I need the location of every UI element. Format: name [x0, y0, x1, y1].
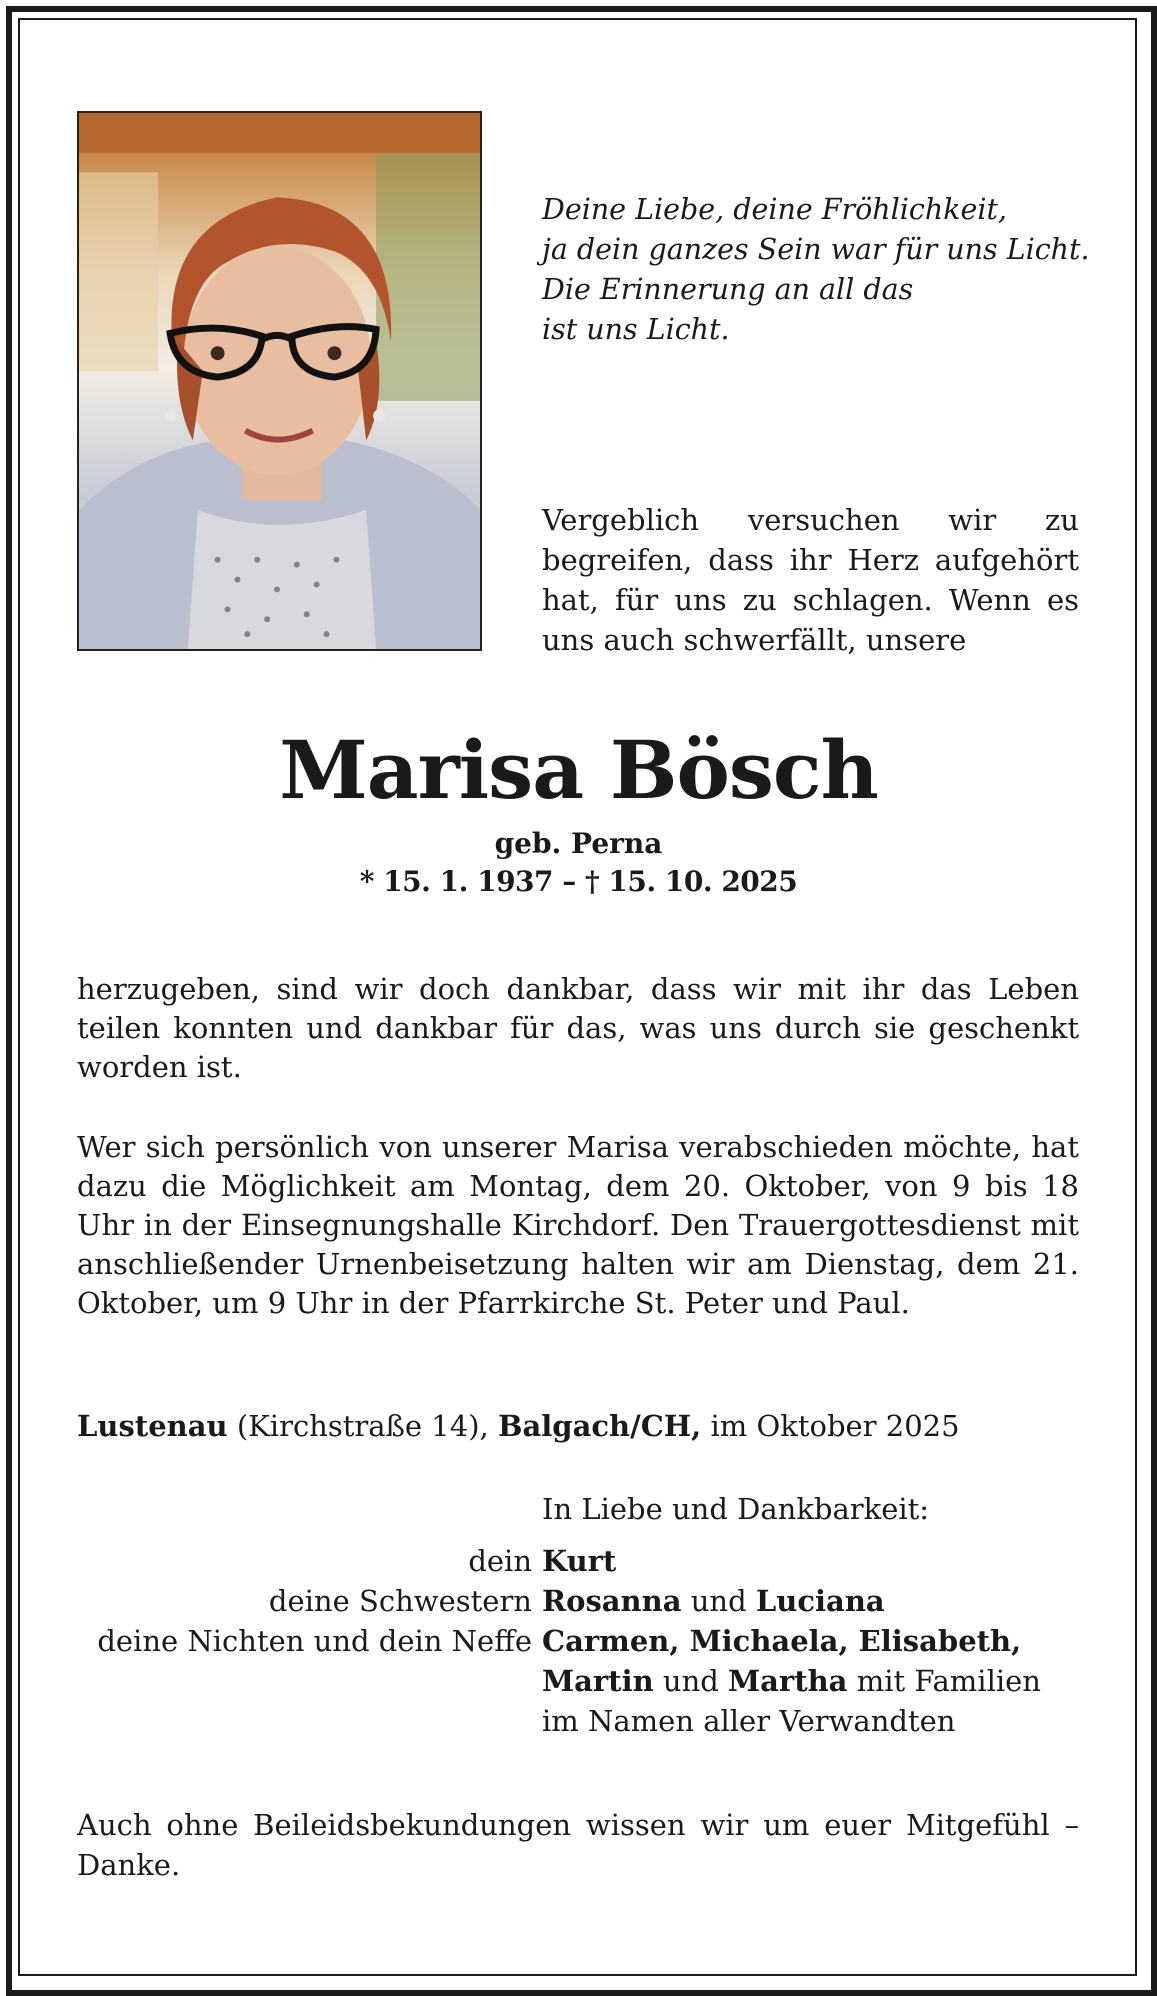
- mourner-names-sisters: [542, 1581, 885, 1621]
- mourner-families: mit Familien: [847, 1664, 1041, 1698]
- place-town-1: Lustenau: [77, 1409, 228, 1443]
- mourner-relatives: im Namen aller Verwandten: [542, 1704, 956, 1738]
- mourner-nieces: Carmen, Michaela, Elisabeth,: [542, 1624, 1022, 1658]
- mourner-sister-2: Luciana: [755, 1584, 885, 1618]
- place-address: (Kirchstraße 14),: [227, 1409, 498, 1443]
- place-date-line: [77, 1406, 960, 1446]
- mourner-label-nieces-nephew: deine Nichten und dein Neffe: [97, 1624, 532, 1658]
- mourner-sister-1: Rosanna: [542, 1584, 682, 1618]
- mourner-name-husband: [542, 1541, 616, 1581]
- mourner-names-nieces: [542, 1621, 1021, 1661]
- mourner-names-nephew-line: [542, 1661, 1041, 1701]
- maiden-name: geb. Perna: [494, 827, 663, 860]
- memorial-poem: Deine Liebe, deine Fröhlichkeit, ja dein ganzes Sein war für uns Licht. Die Erinnerung an all das ist uns Licht.: [542, 193, 1090, 346]
- intro-paragraph: Vergeblich versuchen wir zu begreifen, dass ihr Herz aufgehört hat, für uns zu schlagen. Wenn es uns auch schwerfällt, unsere: [542, 503, 1079, 657]
- closing-note: Auch ohne Beileidsbekundungen wissen wir um euer Mitgefühl – Danke.: [77, 1808, 1079, 1882]
- life-dates: * 15. 1. 1937 – † 15. 10. 2025: [359, 865, 798, 898]
- mourner-conjunction: und: [681, 1584, 756, 1618]
- place-date: im Oktober 2025: [701, 1409, 960, 1443]
- love-line: In Liebe und Dankbarkeit:: [542, 1492, 930, 1526]
- mourner-husband-name: Kurt: [542, 1544, 617, 1578]
- mourner-nephew: Martin: [542, 1664, 654, 1698]
- place-town-2: Balgach/CH,: [497, 1409, 702, 1443]
- mourner-conjunction-2: und: [653, 1664, 729, 1698]
- mourner-label-husband: dein: [468, 1544, 532, 1578]
- deceased-name: Marisa Bösch: [279, 723, 878, 817]
- portrait-illustration: [79, 113, 480, 649]
- gratitude-paragraph: herzugeben, sind wir doch dankbar, dass wir mit ihr das Leben teilen konnten und dankbar für das, was uns durch sie geschenkt worden ist.: [77, 972, 1079, 1084]
- funeral-info-paragraph: Wer sich persönlich von unserer Marisa verabschieden möchte, hat dazu die Möglichkeit am Montag, dem 20. Oktober, von 9 bis 18 Uhr in der Einsegnungshalle Kirchdorf. Den Trauergottesdienst mit anschließender Urnenbeisetzung halten wir am Dienstag, dem 21. Oktober, um 9 Uhr in der Pfarrkirche St. Peter und Paul.: [77, 1130, 1079, 1320]
- mourner-niece-last: Martha: [728, 1664, 848, 1698]
- portrait-photo: [77, 111, 482, 651]
- mourner-label-sisters: deine Schwestern: [268, 1584, 532, 1618]
